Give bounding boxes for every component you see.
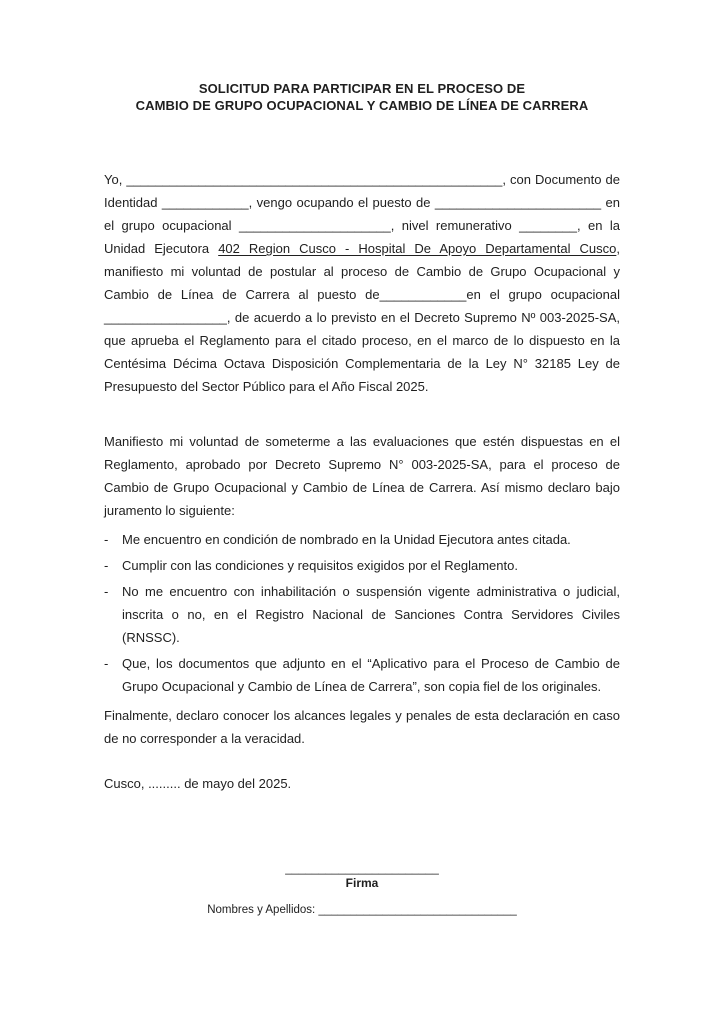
list-item [104, 580, 620, 649]
names-label: Nombres y Apellidos: [207, 904, 316, 916]
names-blank-line: _______________________________ [318, 904, 517, 916]
list-item-text: Cumplir con las condiciones y requisitos exigidos por el Reglamento. [122, 558, 518, 573]
bullet-dash: - [104, 532, 109, 547]
unidad-ejecutora-underlined: 402 Region Cusco - Hospital De Apoyo Departamental Cusco [218, 241, 617, 256]
date-line: Cusco, ......... de mayo del 2025. [104, 776, 292, 791]
declaration-list [104, 528, 620, 698]
list-item [104, 652, 620, 698]
intro-text-before-underline: Yo, ____________________________________________________, con Documento de Identidad ____________, vengo ocupando el puesto de _______________________ en el grupo ocupacional _____________________, nivel remunerativo ________, en la Unidad Ejecutora [104, 172, 620, 256]
bullet-dash: - [104, 656, 109, 671]
names-row [0, 903, 724, 917]
list-item [104, 554, 620, 577]
signature-block [0, 862, 724, 917]
title-line-1: SOLICITUD PARA PARTICIPAR EN EL PROCESO DE [198, 81, 526, 96]
paragraph-manifiesto: Manifiesto mi voluntad de someterme a las evaluaciones que estén dispuestas en el Reglamento, aprobado por Decreto Supremo N° 003-2025-SA, para el proceso de Cambio de Grupo Ocupacional y Cambio de Línea de Carrera. Así mismo declaro bajo juramento lo siguiente: [104, 434, 620, 518]
list-item [104, 528, 620, 551]
intro-text-after-underline: , manifiesto mi voluntad de postular al proceso de Cambio de Grupo Ocupacional y Cambio de Línea de Carrera al puesto de____________en el grupo ocupacional _________________, de acuerdo a lo previsto en el Decreto Supremo Nº 003-2025-SA, que aprueba el Reglamento para el citado proceso, en el marco de lo dispuesto en la Centésima Décima Octava Disposición Complementaria de la Ley N° 32185 Ley de Presupuesto del Sector Público para el Año Fiscal 2025. [104, 241, 620, 394]
list-item-text: Que, los documentos que adjunto en el “Aplicativo para el Proceso de Cambio de Grupo Ocupacional y Cambio de Línea de Carrera”, son copia fiel de los originales. [122, 656, 620, 694]
list-item-text: No me encuentro con inhabilitación o suspensión vigente administrativa o judicial, inscrita o no, en el Registro Nacional de Sanciones Contra Servidores Civiles (RNSSC). [122, 584, 620, 645]
paragraph-final: Finalmente, declaro conocer los alcances legales y penales de esta declaración en caso de no corresponder a la veracidad. [104, 708, 620, 746]
signature-line: _______________________ [285, 861, 439, 875]
title-line-2: CAMBIO DE GRUPO OCUPACIONAL Y CAMBIO DE LÍNEA DE CARRERA [135, 98, 589, 113]
paragraph-intro [104, 168, 620, 398]
bullet-dash: - [104, 584, 109, 599]
list-item-text: Me encuentro en condición de nombrado en la Unidad Ejecutora antes citada. [122, 532, 571, 547]
bullet-dash: - [104, 558, 109, 573]
signature-label: Firma [345, 876, 379, 890]
document-title [104, 80, 620, 114]
